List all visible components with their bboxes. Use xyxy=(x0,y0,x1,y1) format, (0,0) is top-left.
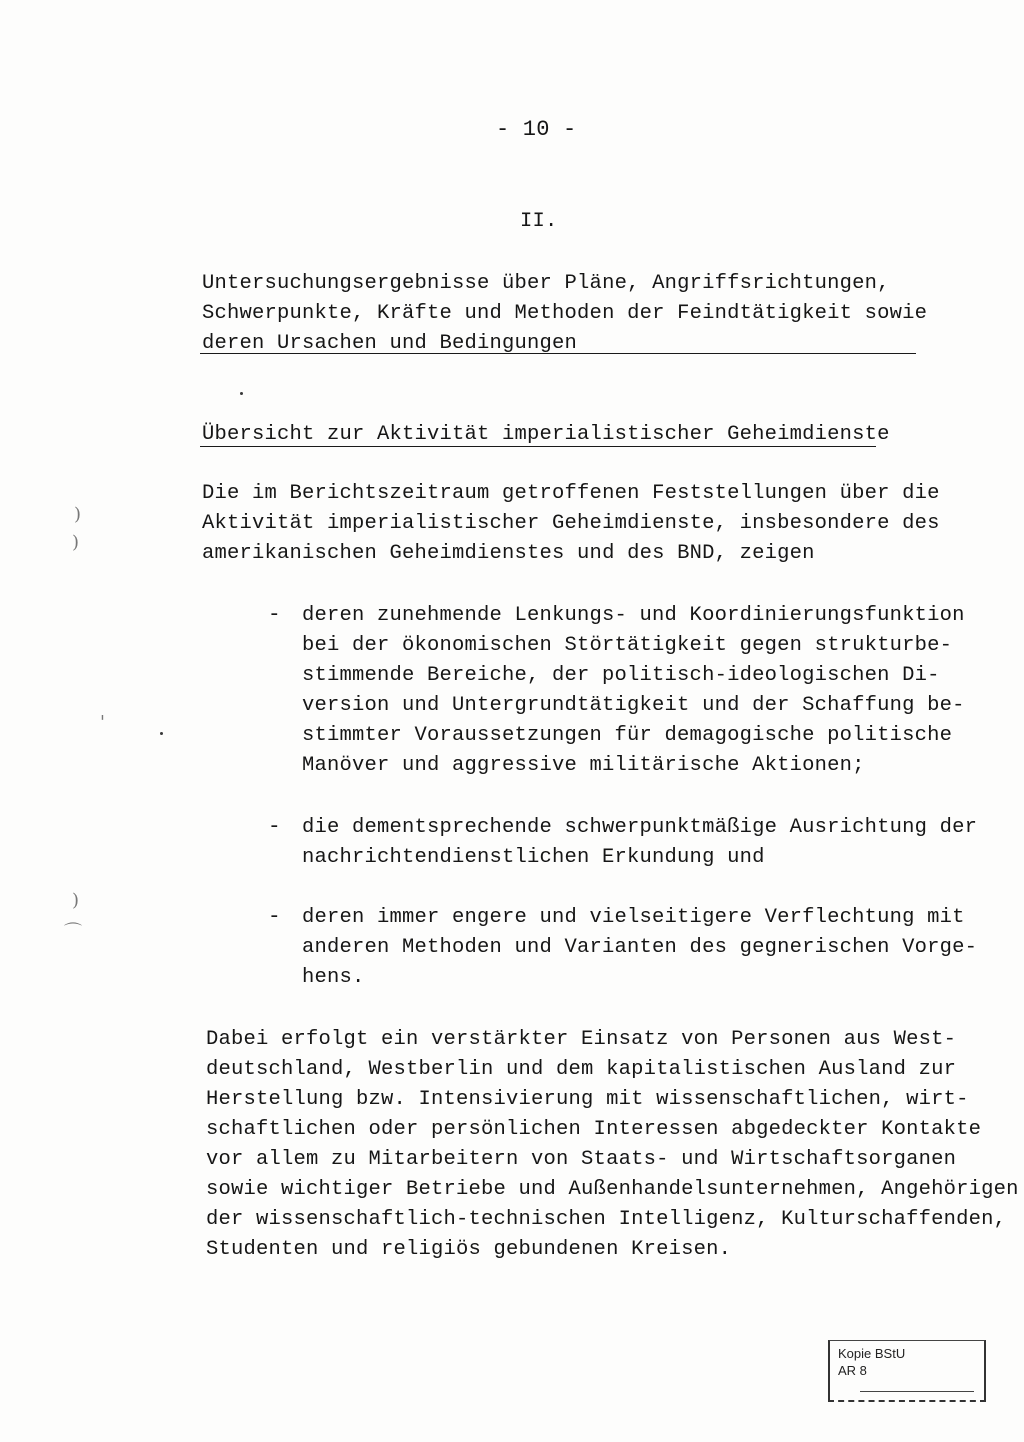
closing-line-1: Dabei erfolgt ein verstärkter Einsatz von Personen aus West- xyxy=(206,1028,957,1051)
stamp-text-line-2: AR 8 xyxy=(838,1363,867,1378)
closing-line-8: Studenten und religiös gebundenen Kreisen. xyxy=(206,1238,732,1261)
closing-line-6: sowie wichtiger Betriebe und Außenhandelsunternehmen, Angehörigen xyxy=(206,1178,1019,1201)
closing-line-7: der wissenschaftlich-technischen Intelligenz, Kulturschaffenden, xyxy=(206,1208,1007,1231)
closing-line-4: schaftlichen oder persönlichen Interessen abgedeckter Kontakte xyxy=(206,1118,982,1141)
section-heading-underline xyxy=(200,353,916,354)
margin-mark: ) xyxy=(72,890,80,911)
section-heading-line-2: Schwerpunkte, Kräfte und Methoden der Feindtätigkeit sowie xyxy=(202,302,928,325)
closing-line-5: vor allem zu Mitarbeitern von Staats- und Wirtschaftsorganen xyxy=(206,1148,957,1171)
bullet-1-line-6: Manöver und aggressive militärische Aktionen; xyxy=(302,754,865,777)
margin-mark: ' xyxy=(100,712,105,733)
bullet-1-line-2: bei der ökonomischen Störtätigkeit gegen strukturbe- xyxy=(302,634,953,657)
margin-mark: ⌒ xyxy=(64,922,82,943)
section-heading-line-1: Untersuchungsergebnisse über Pläne, Angriffsrichtungen, xyxy=(202,272,890,295)
intro-line-2: Aktivität imperialistischer Geheimdienste, insbesondere des xyxy=(202,512,940,535)
bullet-1-line-1: deren zunehmende Lenkungs- und Koordinierungsfunktion xyxy=(302,604,965,627)
scan-speck xyxy=(240,392,243,395)
bullet-1-line-4: version und Untergrundtätigkeit und der Schaffung be- xyxy=(302,694,965,717)
scan-speck xyxy=(160,732,163,735)
bullet-1-line-3: stimmende Bereiche, der politisch-ideologischen Di- xyxy=(302,664,940,687)
bullet-2-marker: - xyxy=(268,816,281,839)
stamp-text-line-1: Kopie BStU xyxy=(838,1346,906,1361)
bullet-3-line-2: anderen Methoden und Varianten des gegnerischen Vorge- xyxy=(302,936,978,959)
subheading-underline xyxy=(200,446,876,447)
bullet-3-line-3: hens. xyxy=(302,966,365,989)
bullet-2-line-1: die dementsprechende schwerpunktmäßige Ausrichtung der xyxy=(302,816,978,839)
margin-mark: ) xyxy=(74,504,82,525)
closing-line-2: deutschland, Westberlin und dem kapitalistischen Ausland zur xyxy=(206,1058,957,1081)
bullet-1-line-5: stimmter Voraussetzungen für demagogische politische xyxy=(302,724,953,747)
bullet-3-line-1: deren immer engere und vielseitigere Verflechtung mit xyxy=(302,906,965,929)
closing-line-3: Herstellung bzw. Intensivierung mit wissenschaftlichen, wirt- xyxy=(206,1088,969,1111)
page-number: - 10 - xyxy=(496,117,577,142)
section-numeral: II. xyxy=(520,210,558,233)
archive-stamp xyxy=(828,1340,986,1402)
bullet-1-marker: - xyxy=(268,604,281,627)
subheading: Übersicht zur Aktivität imperialistischer Geheimdienste xyxy=(202,423,890,446)
stamp-rule xyxy=(860,1391,974,1392)
intro-line-3: amerikanischen Geheimdienstes und des BND, zeigen xyxy=(202,542,815,565)
intro-line-1: Die im Berichtszeitraum getroffenen Feststellungen über die xyxy=(202,482,940,505)
section-heading-line-3: deren Ursachen und Bedingungen xyxy=(202,332,578,355)
bullet-3-marker: - xyxy=(268,906,281,929)
bullet-2-line-2: nachrichtendienstlichen Erkundung und xyxy=(302,846,765,869)
margin-mark: ) xyxy=(72,532,80,553)
